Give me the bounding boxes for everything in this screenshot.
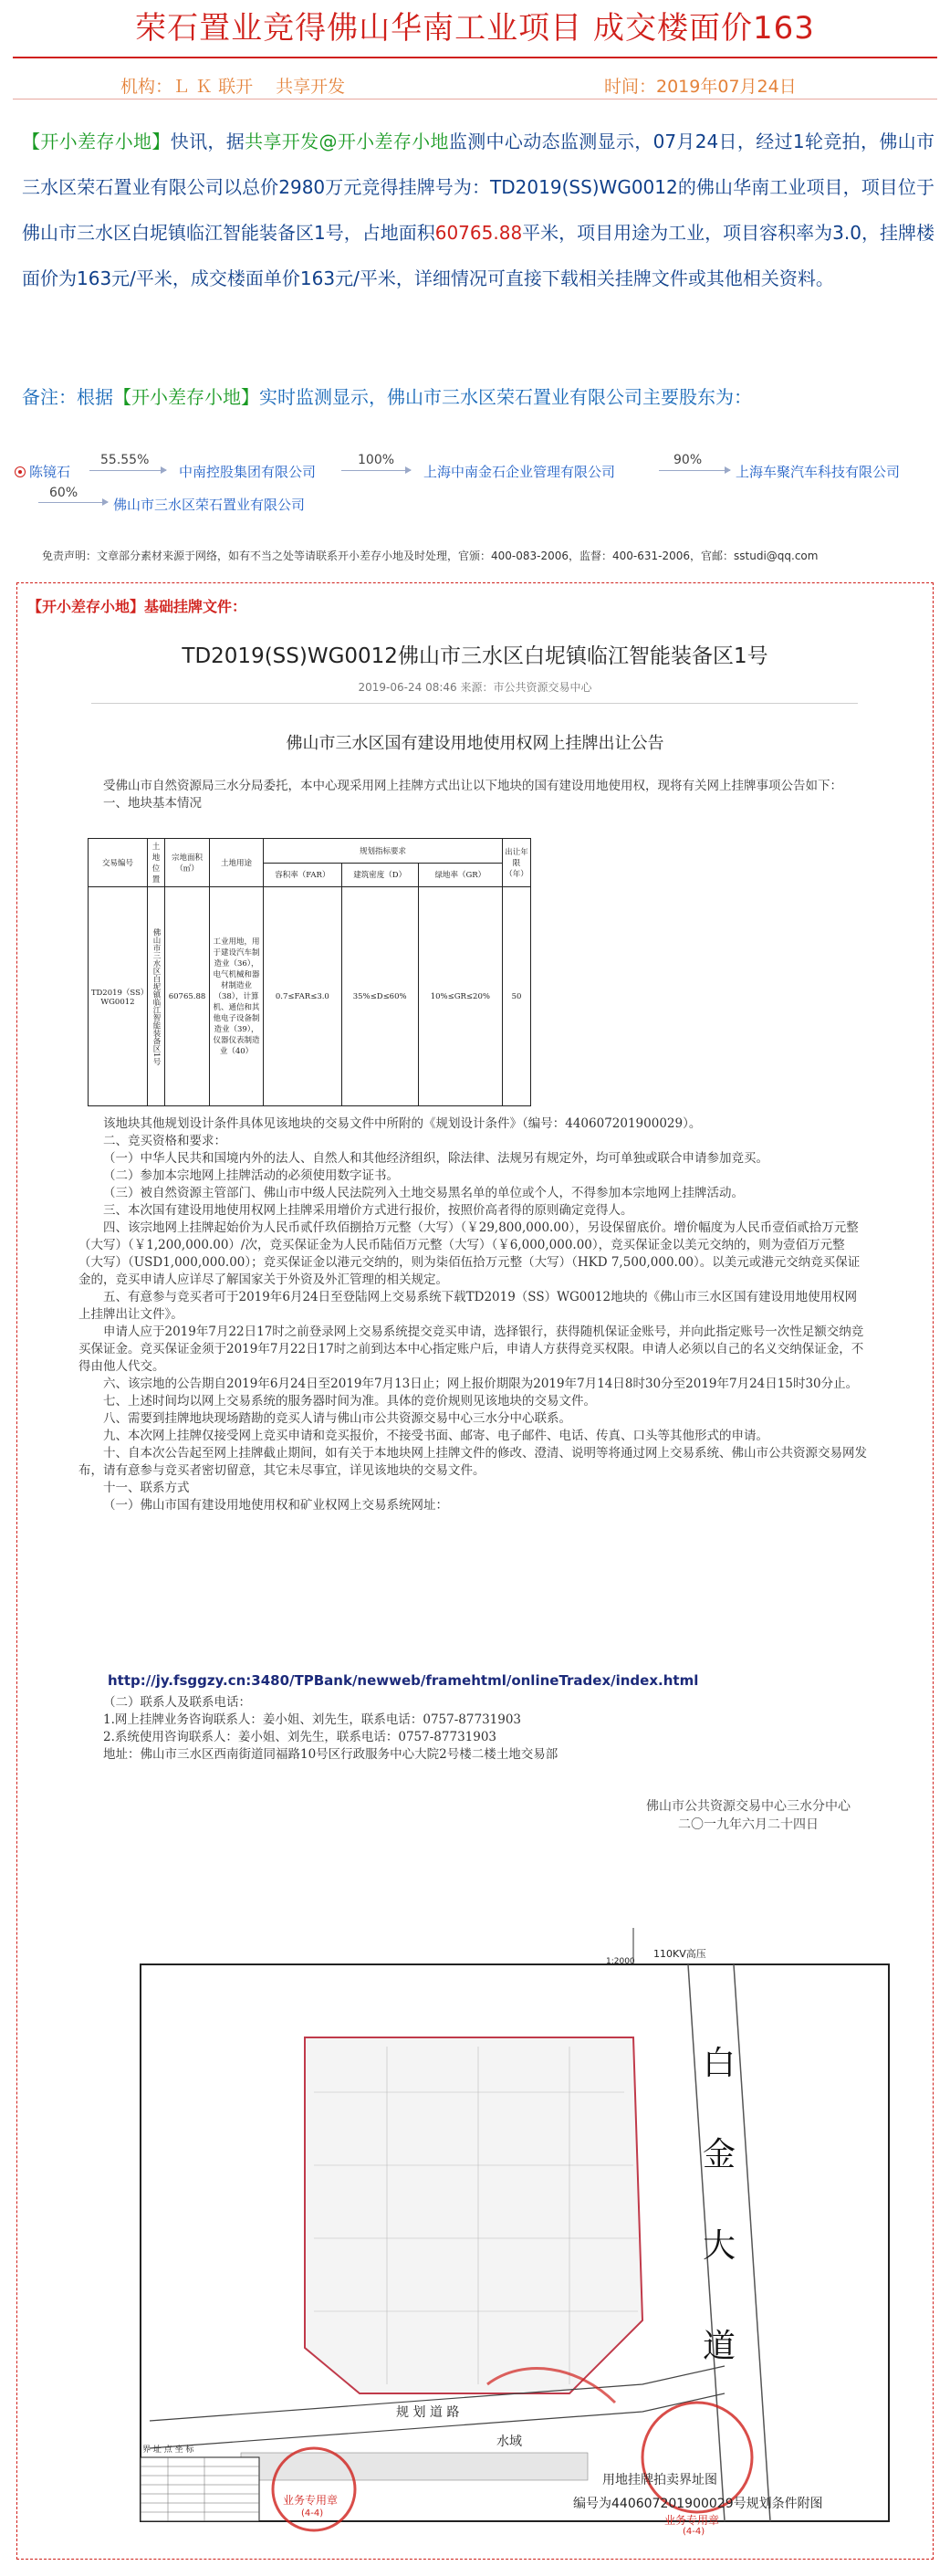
chain-arrow <box>659 470 730 471</box>
trading-system-link[interactable]: http://jy.fsggzy.cn:3480/TPBank/newweb/framehtml/onlineTradex/index.html <box>108 1672 699 1689</box>
stamp-text: 业务专用章 <box>664 2514 720 2527</box>
publish-time: 时间：2019年07月24日 <box>604 77 797 97</box>
powerline-label: 110KV高压 <box>653 1948 706 1960</box>
table-cell: 60765.88 <box>165 887 210 1106</box>
shareholder-note <box>22 383 934 411</box>
table-header: 土地位置 <box>148 839 165 887</box>
shareholder-node[interactable]: 中南控股集团有限公司 <box>179 464 317 480</box>
table-row <box>89 887 531 1106</box>
note-text: 实时监测显示，佛山市三水区荣石置业有限公司主要股东为： <box>259 386 752 408</box>
table-cell: 35%≤D≤60% <box>341 887 418 1106</box>
notice-title: 佛山市三水区国有建设用地使用权网上挂牌出让公告 <box>286 734 664 753</box>
road-bottom-label: 规 划 道 路 <box>396 2405 460 2420</box>
share-percent: 90% <box>673 453 703 467</box>
chain-arrow <box>89 470 166 471</box>
table-cell: 工业用地，用于建设汽车制造业（36），电气机械和器材制造业（38），计算机、通信和其他电子设备制造业（39），仪器仪表制造业（40） <box>210 887 264 1106</box>
section-heading: 一、地块基本情况 <box>103 796 202 811</box>
document-tag: 【开小差存小地】 <box>27 598 145 615</box>
road-label-char: 大 <box>703 2227 736 2265</box>
stamp-text: 业务专用章 <box>283 2494 339 2507</box>
source-tag[interactable]: 【开小差存小地】 <box>22 131 171 152</box>
table-cell: 佛山市三水区白坭镇临江智能装备区1号 <box>148 887 165 1106</box>
table-header: 交易编号 <box>89 839 148 887</box>
document-subtitle: 2019-06-24 08:46 来源：市公共资源交易中心 <box>358 681 592 694</box>
share-percent: 60% <box>49 486 78 500</box>
map-caption: 用地挂牌拍卖界址图 <box>602 2473 717 2487</box>
map-scale: 1:2000 <box>606 1957 635 1966</box>
share-percent: 55.55% <box>100 453 150 467</box>
signature-org: 佛山市公共资源交易中心三水分中心 <box>646 1799 851 1814</box>
map-caption: 编号为440607201900029号规划条件附图 <box>573 2497 823 2511</box>
table-header: 宗地面积（㎡） <box>165 839 210 887</box>
water-label: 水域 <box>496 2435 522 2449</box>
table-header: 出让年限（年） <box>503 839 531 887</box>
coordinate-table-title: 界 址 点 坐 标 <box>142 2445 194 2455</box>
table-cell: 10%≤GR≤20% <box>418 887 502 1106</box>
note-tag[interactable]: 【开小差存小地】 <box>113 386 259 408</box>
table-header: 土地用途 <box>210 839 264 887</box>
chain-arrow <box>38 502 108 503</box>
stamp-number: (4-4) <box>301 2508 324 2518</box>
title-divider <box>13 57 937 58</box>
person-icon <box>15 466 26 477</box>
shareholder-node[interactable]: 陈镜石 <box>15 462 70 481</box>
table-cell: 0.7≤FAR≤3.0 <box>264 887 342 1106</box>
paragraph-text-c: 平米，项目用途为工业，项目容积率为3.0，挂牌楼面价为163元/平米，成交楼面单价163元/平米，详细情况可直接下载相关挂牌文件或其他相关资料。 <box>22 222 934 289</box>
article-meta <box>0 69 950 97</box>
table-header: 容积率（FAR） <box>264 863 342 887</box>
table-header: 绿地率（GR） <box>418 863 502 887</box>
note-prefix: 备注：根据 <box>22 386 113 408</box>
contact-info: （二）联系人及联系电话： 1.网上挂牌业务咨询联系人：姜小姐、刘先生，联系电话：0757-87731903 2.系统使用咨询联系人：姜小姐、刘先生，联系电话：0757-87731903 地址：佛山市三水区西南街道同福路10号区行政服务中心大院2号楼二楼土地交易部 <box>103 1695 559 1762</box>
road-label-char: 道 <box>703 2328 736 2365</box>
article-title: 荣石置业竞得佛山华南工业项目 成交楼面价163 <box>135 10 815 47</box>
table-cell: 50 <box>503 887 531 1106</box>
chain-arrow <box>341 470 411 471</box>
news-paragraph <box>22 119 934 301</box>
share-percent: 100% <box>358 453 395 467</box>
road-label-char: 白 <box>703 2045 736 2082</box>
signature-date: 二〇一九年六月二十四日 <box>678 1817 819 1832</box>
source-link[interactable]: 共享开发@开小差存小地 <box>245 131 449 152</box>
table-header: 建筑密度（D） <box>341 863 418 887</box>
notice-intro: 受佛山市自然资源局三水分局委托，本中心现采用网上挂牌方式出让以下地块的国有建设用地使用权，现将有关网上挂牌事项公告如下： 一、地块基本情况 <box>78 778 867 812</box>
shareholder-node[interactable]: 上海中南金石企业管理有限公司 <box>423 464 616 480</box>
shareholder-node[interactable]: 上海车聚汽车科技有限公司 <box>736 464 901 480</box>
document-heading-text: 基础挂牌文件： <box>144 598 247 615</box>
shareholder-node[interactable]: 佛山市三水区荣石置业有限公司 <box>113 497 306 513</box>
disclaimer: 免责声明：文章部分素材来源于网络，如有不当之处等请联系开小差存小地及时处理，官颁：400-083-2006，监督：400-631-2006，官邮：sstudi@qq.com <box>42 550 819 562</box>
land-info-table <box>88 838 531 1106</box>
road-label-char: 金 <box>703 2136 736 2173</box>
notice-body: 该地块其他规划设计条件具体见该地块的交易文件中所附的《规划设计条件》（编号：440607201900029）。 二、竞买资格和要求： （一）中华人民共和国境内外的法人、自然人和其他经济组织，除法律、法规另有规定外，均可单独或联合申请参加竞买。 （二）参加本宗地网上挂牌活动的必须使用数字证书。 （三）被自然资源主管部门、佛山市中级人民法院列入土地交易黑名单的单位或个人，不得参加本宗地网上挂牌活动。 三、本次国有建设用地使用权网上挂牌采用增价方式进行报价，按照价高者得的原则确定竞得人。 四、该宗地网上挂牌起始价为人民币贰仟玖佰捌拾万元整（大写）（￥29,800,000.00），另设保留底价。增价幅度为人民币壹佰贰拾万元整（大写）（￥1,200,000.00）/次，竞买保证金为人民币陆佰万元整（大写）（￥6,000,000.00），竞买保证金以美元交纳的，则为壹佰万元整（大写）（USD1,000,000.00）；竞买保证金以港元交纳的，则为柒佰伍拾万元整（大写）（HKD 7,500,000.00）。以美元或港元交纳竞买保证金的，竞买申请人应详尽了解国家关于外资及外汇管理的相关规定。 五、有意参与竞买者可于2019年6月24日至登陆网上交易系统下载TD2019（SS）WG0012地块的《佛山市三水区国有建设用地使用权网上挂牌出让文件》。 申请人应于2019年7月22日17时之前登录网上交易系统提交竞买申请，选择银行，获得随机保证金账号，并向此指定账号一次性足额交纳竞买保证金。竞买保证金须于2019年7月22日17时之前到达本中心指定账户后，申请人方获得竞买权限。申请人必须以自己的名义交纳保证金，不得由他人代交。 六、该宗地的公告期自2019年6月24日至2019年7月13日止；网上报价期限为2019年7月14日8时30分至2019年7月24日15时30分止。 七、上述时间均以网上交易系统的服务器时间为准。具体的竞价规则见该地块的交易文件。 八、需要到挂牌地块现场踏勘的竞买人请与佛山市公共资源交易中心三水分中心联系。 九、本次网上挂牌仅接受网上竞买申请和竞买报价，不接受书面、邮寄、电子邮件、电话、传真、口头等其他形式的申请。 十、自本次公告起至网上挂牌截止期间，如有关于本地块网上挂牌文件的修改、澄清、说明等将通过网上交易系统、佛山市公共资源交易网发布，请有意参与竞买者密切留意，其它未尽事宜，详见该地块的交易文件。 十一、联系方式 （一）佛山市国有建设用地使用权和矿业权网上交易系统网址： <box>78 1116 867 1513</box>
paragraph-text-b: 监测中心动态监测显示，07月24日，经过1轮竞拍，佛山市三水区荣石置业有限公司以总价2980万元竞得挂牌号为：TD2019(SS)WG0012的佛山华南工业项目，项目位于佛山市三水区白坭镇临江智能装备区1号，占地面积 <box>22 131 935 244</box>
site-plan-map <box>95 1873 916 2541</box>
area-value: 60765.88 <box>434 222 523 244</box>
document-section-heading <box>27 595 246 616</box>
stamp-number: (4-4) <box>683 2527 705 2537</box>
table-header: 规划指标要求 <box>264 839 503 864</box>
document-divider <box>91 703 858 704</box>
paragraph-text-a: 快讯，据 <box>170 131 245 152</box>
table-cell: TD2019（SS）WG0012 <box>89 887 148 1106</box>
ownership-chain <box>15 453 936 520</box>
document-title: TD2019(SS)WG0012佛山市三水区白坭镇临江智能装备区1号 <box>182 644 768 668</box>
org-label: 机构：Ｌ Ｋ 联开 共享开发 <box>120 77 346 97</box>
